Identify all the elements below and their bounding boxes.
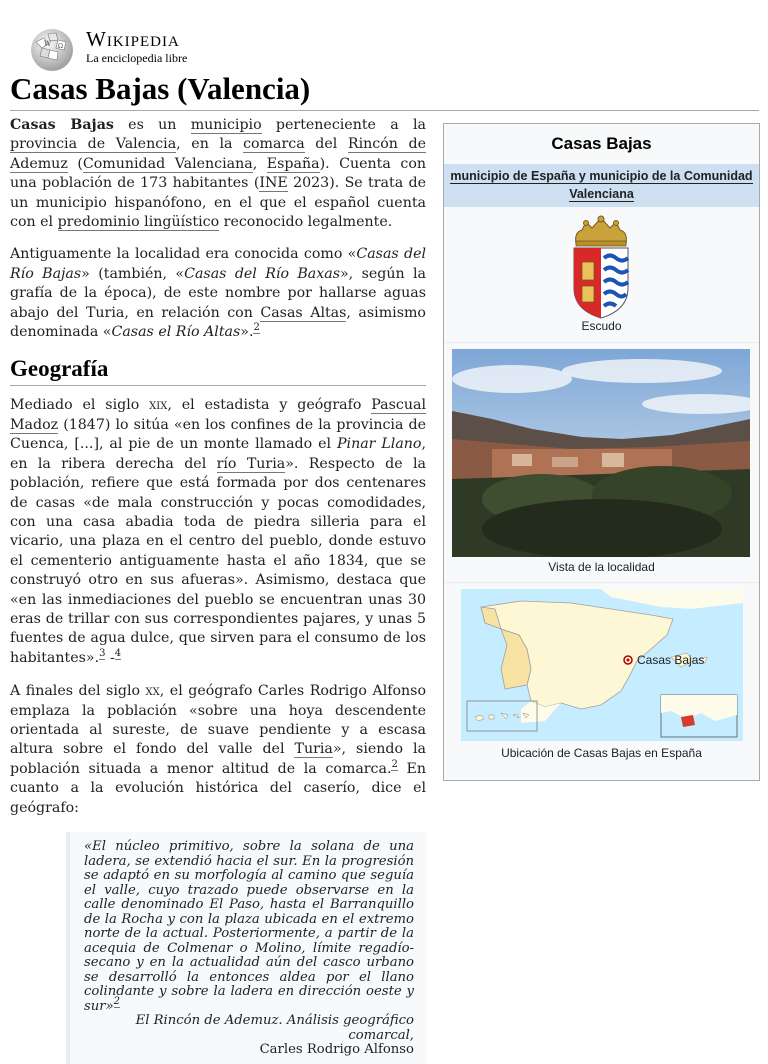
article-body	[10, 116, 426, 1064]
bold-term: Casas Bajas	[10, 117, 114, 133]
reference-link[interactable]: 4	[114, 648, 122, 660]
text: perteneciente a la	[261, 117, 426, 133]
italic-text: Casas el Río Altas	[111, 324, 241, 341]
wordmark-text: Wikipedia	[86, 27, 180, 51]
link-rincon-ademuz[interactable]: Rincón de Ademuz	[10, 136, 426, 172]
reference-link[interactable]: 3	[99, 648, 106, 660]
infobox-title: Casas Bajas	[551, 134, 652, 153]
text: ,	[252, 155, 267, 172]
section-heading-geografia: Geografía	[10, 355, 426, 386]
divider	[444, 582, 759, 583]
text: «El núcleo primitivo, sobre la solana de una ladera, se extendió hacia el sur. En la progresión se adaptó en su morfología al camino que seguía el valle, cuyo trazado puede observarse en la calle denominado El Paso, hasta el Barranquillo de la Rocha y con la plaza ubicada en el extremo norte de la actual. Posteriormente, a partir de la acequia de Colmenar o Molino, límite regadío-secano y en la actualidad aún del casco urbano se desarrolló la entonces aldea por el llano colindante y sobre la ladera en dirección oeste y sur»	[84, 839, 414, 1014]
text: , en la ribera derecha del	[10, 436, 426, 472]
text: del	[304, 136, 348, 153]
text: , asimismo denominada «	[10, 304, 426, 341]
quote-text	[84, 840, 414, 1014]
page-title: Casas Bajas (Valencia)	[10, 71, 311, 106]
text: », siendo la población situada a menor altitud de la comarca.	[10, 741, 426, 777]
svg-text:W: W	[44, 40, 52, 48]
text: En cuanto a la evolución histórica del caserío, dice el geógrafo:	[10, 760, 426, 816]
text: (1847) lo sitúa «en los confines de la provincia de Cuenca, [...], al pie de un monte llamado el	[10, 416, 426, 453]
source-title: El Rincón de Ademuz. Análisis geográfico comarcal	[135, 1013, 414, 1043]
link-rio-turia[interactable]: río Turia	[216, 455, 286, 472]
text: ,	[409, 1027, 414, 1043]
coat-of-arms-caption: Escudo	[581, 319, 622, 333]
text: ». Respecto de la población, refiere que está formada por dos centenares de casas «de mala construcción y pocas comodidades, con una casa abadia toda de piedra silleria para el vicario, una plaza en el centro del pueblo, donde estuvo el cementerio antiguamente hasta el año 1834, que se construyó otro en sus afueras». Asimismo, destaca que «en las inmediaciones del pueblo se encuentran unas 30 eras de trillar con sus correspondientes pajares, y unas 5 fuentes de agua dulce, que sirven para el consumo de los habitantes».	[10, 455, 426, 666]
town-photo[interactable]	[452, 349, 750, 557]
text: » (también, «	[81, 265, 185, 282]
italic-text: Pinar Llano	[336, 436, 422, 453]
photo-caption: Vista de la localidad	[548, 560, 655, 574]
link-provincia-valencia[interactable]: provincia de Valencia	[10, 136, 177, 153]
geografia-paragraph-2	[10, 682, 426, 818]
text: A finales del siglo	[10, 683, 146, 700]
geografia-paragraph-1	[10, 396, 426, 668]
text: ). Cuenta con una población de 173 habitantes (	[10, 155, 426, 192]
name-paragraph	[10, 245, 426, 342]
link-turia[interactable]: Turia	[294, 741, 333, 758]
text: , en la	[176, 136, 244, 153]
link-municipio-espana[interactable]: municipio de España	[450, 169, 576, 183]
title-divider	[10, 110, 759, 111]
infobox-subtitle	[444, 164, 759, 207]
link-comunidad-valenciana[interactable]: Comunidad Valenciana	[82, 155, 253, 172]
link-municipio[interactable]: municipio	[190, 117, 262, 133]
divider	[444, 342, 759, 343]
link-pascual-madoz[interactable]: Pascual Madoz	[10, 397, 426, 433]
link-municipio-comunidad-valenciana[interactable]: municipio de la Comunidad Valenciana	[569, 169, 753, 201]
century-text: xx	[145, 683, 160, 700]
italic-text: Casas del Río Bajas	[10, 246, 427, 282]
reference-link[interactable]: 2	[113, 996, 121, 1008]
source-author: Carles Rodrigo Alfonso	[259, 1042, 414, 1057]
link-casas-altas[interactable]: Casas Altas	[260, 304, 347, 321]
italic-text: Casas del Río Baxas	[184, 265, 340, 282]
wikipedia-wordmark[interactable]	[86, 28, 187, 66]
quote-source	[84, 1014, 414, 1058]
location-map[interactable]	[461, 589, 743, 741]
text: Antiguamente la localidad era conocida como «	[10, 246, 357, 263]
wikipedia-globe-icon[interactable]	[28, 26, 76, 74]
blockquote	[66, 832, 426, 1064]
coat-of-arms-image[interactable]	[568, 214, 634, 320]
reference-link[interactable]: 2	[253, 322, 260, 334]
link-comarca[interactable]: comarca	[243, 136, 305, 153]
text: », según la grafía de la época), de este nombre por hallarse aguas abajo del Turia, en relación con	[10, 265, 426, 321]
text: , el estadista y geógrafo	[167, 397, 372, 414]
link-ine[interactable]: INE	[259, 175, 288, 192]
text: -	[105, 649, 115, 666]
text: 2023). Se trata de un municipio hispanófono, en el que el español cuenta con el	[10, 175, 426, 231]
svg-text:Ω: Ω	[58, 43, 63, 50]
text: , el geógrafo Carles Rodrigo Alfonso emplaza la población «sobre una hoya descendente orientada al sureste, de suave pendiente y a escasa altura sobre el fondo del valle del	[10, 683, 426, 758]
map-label: Casas Bajas	[637, 653, 705, 667]
link-predominio-linguistico[interactable]: predominio lingüístico	[57, 214, 220, 231]
text: (	[67, 155, 83, 172]
text: Mediado el siglo	[10, 397, 150, 414]
map-caption: Ubicación de Casas Bajas en España	[501, 746, 702, 760]
link-espana[interactable]: España	[266, 155, 320, 172]
infobox	[443, 123, 760, 781]
text: reconocido legalmente.	[219, 214, 393, 231]
tagline: La enciclopedia libre	[86, 51, 188, 65]
intro-paragraph	[10, 116, 426, 232]
century-text: xix	[149, 397, 168, 414]
text: ».	[240, 324, 254, 341]
text: y	[575, 169, 590, 183]
reference-link[interactable]: 2	[391, 759, 398, 771]
text: es un	[113, 117, 191, 133]
